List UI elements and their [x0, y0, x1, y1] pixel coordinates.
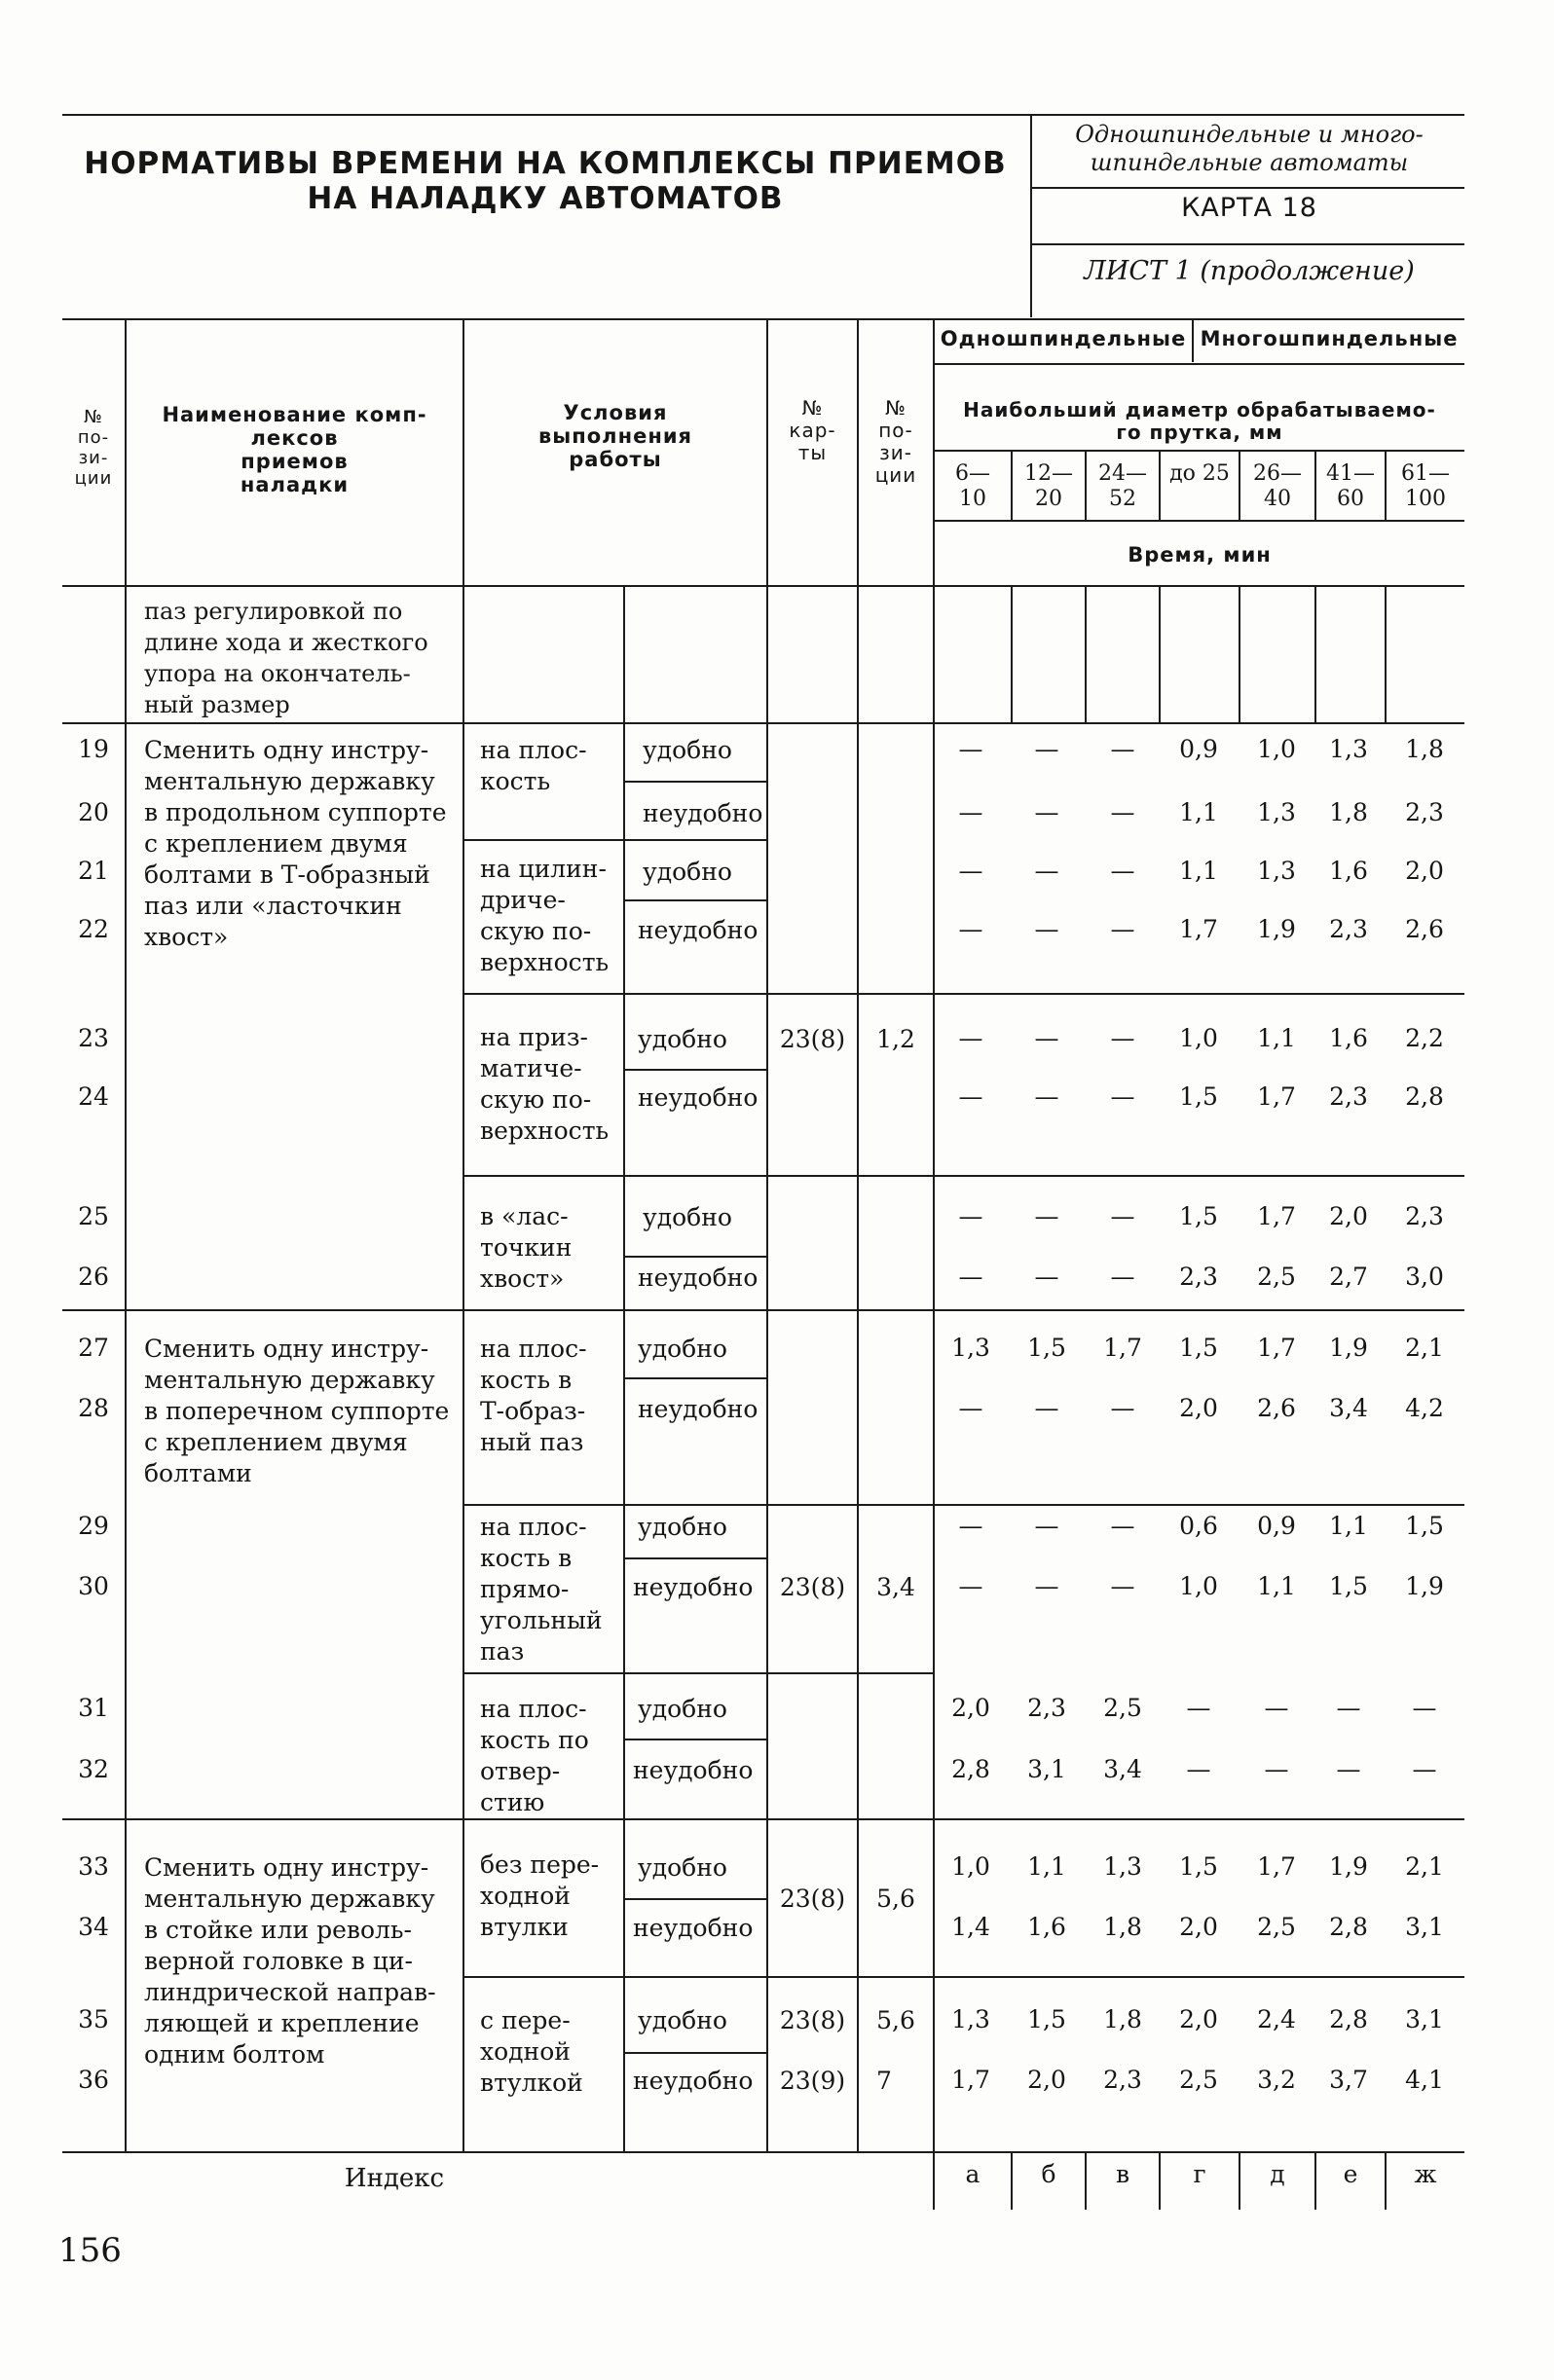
time-value: 1,8 [1405, 735, 1444, 763]
time-value: 2,5 [1257, 1913, 1296, 1941]
cond-inconvenient: неудобно [633, 1756, 754, 1784]
range-41-60: 41— 60 [1326, 461, 1375, 511]
header-max-diameter: Наибольший диаметр обрабатываемо- го прутка, мм [963, 398, 1436, 444]
cond-rule [625, 1557, 766, 1559]
cond-convenient: удобно [638, 1335, 727, 1363]
body-vline [125, 586, 127, 2151]
time-value: — [958, 1082, 983, 1111]
cond-rule [625, 899, 766, 901]
time-value: 1,5 [1179, 1334, 1218, 1362]
time-value: 1,5 [1179, 1852, 1218, 1881]
time-value: — [1034, 1394, 1059, 1422]
row-number: 19 [78, 735, 109, 763]
time-value: — [1110, 1512, 1135, 1540]
time-value: 1,5 [1179, 1082, 1218, 1111]
range-61-100: 61— 100 [1401, 461, 1450, 511]
time-value: 2,0 [1027, 2066, 1066, 2094]
time-value: — [958, 798, 983, 826]
time-value: — [1110, 915, 1135, 943]
time-value: 1,8 [1329, 798, 1368, 826]
cond-rule [625, 1069, 766, 1071]
time-value: — [958, 735, 983, 763]
time-value: — [958, 857, 983, 885]
time-value: 2,6 [1405, 915, 1444, 943]
time-value: — [1110, 1263, 1135, 1291]
subgroup-rule [464, 1672, 933, 1674]
time-value: — [1110, 1024, 1135, 1052]
time-value: 1,7 [1257, 1852, 1296, 1881]
card-number: КАРТА 18 [1181, 193, 1317, 223]
time-value: — [958, 1202, 983, 1230]
index-label: Индекс [344, 2164, 445, 2193]
row-number: 26 [78, 1263, 109, 1291]
time-value: — [1412, 1755, 1437, 1783]
time-value: 2,0 [951, 1694, 990, 1722]
time-value: 1,0 [1179, 1024, 1218, 1052]
group-rule [62, 722, 1464, 724]
time-value: 1,3 [1329, 735, 1368, 763]
header-name: Наименование комп- лексов приемов наладки [162, 403, 427, 496]
time-value: 2,0 [1405, 857, 1444, 885]
time-value: 2,8 [1329, 1913, 1368, 1941]
cond-inconvenient: неудобно [643, 799, 763, 827]
time-value: 3,1 [1405, 2005, 1444, 2033]
body-vline [1314, 586, 1316, 722]
cond-rule [625, 1898, 766, 1900]
range-up-to-25: до 25 [1169, 461, 1230, 486]
cond-convenient: удобно [638, 1695, 727, 1723]
time-value: — [1336, 1755, 1361, 1783]
sheet-label: ЛИСТ 1 (продолжение) [1084, 256, 1415, 286]
time-value: 2,3 [1405, 1202, 1444, 1230]
index-letter: е [1343, 2160, 1358, 2188]
time-value: — [1264, 1694, 1289, 1722]
cond-inconvenient: неудобно [638, 1395, 758, 1423]
time-value: 3,1 [1027, 1755, 1066, 1783]
card-ref: 23(8) [779, 1885, 846, 1913]
time-value: 3,2 [1257, 2066, 1296, 2094]
index-letter: д [1270, 2160, 1285, 2188]
index-letter: б [1041, 2160, 1056, 2188]
row-number: 20 [78, 798, 109, 826]
time-value: 3,4 [1329, 1394, 1368, 1422]
group2-name: Сменить одну инстру- ментальную державку в поперечном суппорте с креплением двумя болтами [144, 1335, 450, 1487]
header-conditions: Условия выполнения работы [537, 401, 693, 471]
index-letter: г [1193, 2160, 1206, 2188]
time-value: 1,5 [1179, 1202, 1218, 1230]
time-value: — [1110, 1082, 1135, 1111]
time-value: 1,9 [1257, 915, 1296, 943]
header-rule-1 [1032, 187, 1464, 189]
card-ref: 23(8) [779, 1025, 846, 1053]
surface-dovetail: в «лас- точкин хвост» [480, 1202, 573, 1293]
page-number: 156 [58, 2231, 122, 2270]
body-vline [933, 586, 935, 2210]
time-value: — [1034, 1082, 1059, 1111]
time-value: 1,3 [951, 2005, 990, 2033]
cond-rule [625, 1377, 766, 1379]
range-12-20: 12— 20 [1024, 461, 1073, 511]
subgroup-rule [464, 1175, 1464, 1177]
range-26-40: 26— 40 [1253, 461, 1302, 511]
time-value: 1,1 [1257, 1572, 1296, 1600]
time-value: 1,3 [1257, 798, 1296, 826]
time-value: — [958, 1024, 983, 1052]
time-value: 1,3 [1103, 1852, 1142, 1881]
group-rule [62, 1309, 1464, 1311]
time-value: — [958, 1263, 983, 1291]
cond-inconvenient: неудобно [638, 1263, 758, 1292]
time-value: — [1336, 1694, 1361, 1722]
subgroup-rule [464, 993, 1464, 995]
position-ref: 5,6 [876, 2006, 915, 2034]
row-number: 28 [78, 1394, 109, 1422]
time-value: 2,5 [1103, 1694, 1142, 1722]
time-value: 2,3 [1103, 2066, 1142, 2094]
surface-cylindrical: на цилин- дриче- скую по- верхность [480, 855, 610, 976]
row-number: 29 [78, 1512, 109, 1540]
row-number: 24 [78, 1082, 109, 1111]
header-single-spindle: Одношпиндельные [940, 327, 1187, 350]
time-value: 1,7 [1257, 1202, 1296, 1230]
cond-inconvenient: неудобно [633, 2067, 754, 2095]
time-value: 1,9 [1329, 1852, 1368, 1881]
top-rule [62, 114, 1464, 116]
time-value: 1,5 [1405, 1512, 1444, 1540]
row-number: 35 [78, 2005, 109, 2033]
table-bottom-rule [62, 2151, 1464, 2153]
time-value: — [1034, 798, 1059, 826]
time-value: 2,8 [1405, 1082, 1444, 1111]
time-value: 1,0 [1257, 735, 1296, 763]
time-value: 2,3 [1405, 798, 1444, 826]
cond-inconvenient: неудобно [638, 1083, 758, 1112]
time-value: 0,6 [1179, 1512, 1218, 1540]
subgroup-rule [464, 1504, 933, 1506]
time-value: — [1412, 1694, 1437, 1722]
position-ref: 3,4 [876, 1573, 915, 1601]
time-value: — [1110, 857, 1135, 885]
index-letter: ж [1414, 2160, 1437, 2188]
surface-rect-slot: на плос- кость в прямо- угольный паз [480, 1513, 603, 1666]
body-vline [462, 586, 464, 2151]
position-ref: 5,6 [876, 1885, 915, 1913]
time-value: 1,0 [1179, 1572, 1218, 1600]
surface-with-sleeve: с пере- ходной втулкой [480, 2006, 583, 2097]
time-value: 1,6 [1329, 857, 1368, 885]
cond-convenient: удобно [643, 1203, 732, 1231]
range-24-52: 24— 52 [1098, 461, 1147, 511]
time-value: 1,1 [1329, 1512, 1368, 1540]
cond-convenient: удобно [643, 858, 732, 886]
card-ref: 23(8) [779, 1573, 846, 1601]
time-value: — [1034, 1512, 1059, 1540]
time-value: — [1034, 1572, 1059, 1600]
time-value: — [1186, 1755, 1211, 1783]
time-value: 1,5 [1027, 2005, 1066, 2033]
time-value: — [1110, 798, 1135, 826]
cond-convenient: удобно [638, 2006, 727, 2034]
time-value: 2,3 [1027, 1694, 1066, 1722]
surface-hole: на плос- кость по отвер- стию [480, 1695, 589, 1816]
header-time: Время, мин [1128, 543, 1272, 567]
time-value: — [1110, 1202, 1135, 1230]
row-number: 36 [78, 2066, 109, 2094]
time-value: 1,6 [1027, 1913, 1066, 1941]
subgroup-rule [935, 1976, 1464, 1978]
time-value: 4,1 [1405, 2066, 1444, 2094]
time-value: 2,2 [1405, 1024, 1444, 1052]
time-value: 1,3 [1257, 857, 1296, 885]
time-value: — [1034, 735, 1059, 763]
time-value: — [1034, 857, 1059, 885]
cond-convenient: удобно [638, 1025, 727, 1053]
time-value: 1,1 [1257, 1024, 1296, 1052]
time-value: 1,1 [1027, 1852, 1066, 1881]
header-position-no: № по- зи- ции [74, 407, 113, 489]
cond-rule [625, 1256, 766, 1258]
cond-inconvenient: неудобно [633, 1573, 754, 1601]
time-value: 1,9 [1329, 1334, 1368, 1362]
continuation-text: паз регулировкой по длине хода и жесткого упора на окончатель- ный размер [144, 598, 428, 718]
time-value: 3,7 [1329, 2066, 1368, 2094]
time-value: 2,3 [1329, 915, 1368, 943]
time-value: — [1034, 1202, 1059, 1230]
row-number: 27 [78, 1334, 109, 1362]
time-value: 0,9 [1257, 1512, 1296, 1540]
group1-name: Сменить одну инстру- ментальную державку в продольном суппорте с креплением двумя болтами в Т-образный паз или «ласточкин хвост» [144, 736, 447, 951]
time-value: 1,9 [1405, 1572, 1444, 1600]
cond-convenient: удобно [638, 1513, 727, 1541]
index-letter: а [965, 2160, 980, 2188]
time-value: 1,0 [951, 1852, 990, 1881]
body-vline [623, 586, 625, 2151]
time-value: 1,3 [951, 1334, 990, 1362]
time-value: 1,7 [1257, 1334, 1296, 1362]
time-value: 4,2 [1405, 1394, 1444, 1422]
time-value: 1,7 [1179, 915, 1218, 943]
header-divider [1030, 115, 1032, 317]
subgroup-rule [935, 1504, 1464, 1506]
index-letter: в [1115, 2160, 1130, 2188]
card-ref: 23(8) [779, 2006, 846, 2034]
row-number: 32 [78, 1755, 109, 1783]
time-value: — [1034, 1263, 1059, 1291]
time-value: 1,8 [1103, 1913, 1142, 1941]
row-number: 21 [78, 857, 109, 885]
cond-inconvenient: неудобно [633, 1914, 754, 1942]
body-vline [1085, 586, 1087, 722]
cond-inconvenient: неудобно [638, 916, 758, 944]
header-card-no: № кар- ты [789, 396, 836, 464]
time-value: 2,4 [1257, 2005, 1296, 2033]
surface-no-sleeve: без пере- ходной втулки [480, 1850, 600, 1941]
time-value: 2,1 [1405, 1334, 1444, 1362]
subgroup-rule [464, 839, 766, 841]
subgroup-rule [464, 1976, 933, 1978]
header-multi-spindle: Многошпиндельные [1200, 327, 1459, 350]
group-rule [62, 1818, 1464, 1820]
cond-rule [625, 2052, 766, 2054]
time-value: 2,8 [1329, 2005, 1368, 2033]
machine-type: Одношпиндельные и много- шпиндельные автоматы [1075, 121, 1424, 176]
time-value: — [1186, 1694, 1211, 1722]
time-value: — [1034, 915, 1059, 943]
head-rule [935, 363, 1464, 365]
cond-convenient: удобно [643, 736, 732, 764]
time-value: 2,3 [1179, 1263, 1218, 1291]
head-bottom-rule [62, 585, 1464, 587]
surface-flat: на плос- кость [480, 736, 587, 795]
time-value: — [958, 1572, 983, 1600]
time-value: 1,1 [1179, 798, 1218, 826]
time-value: 2,0 [1179, 1913, 1218, 1941]
time-value: 2,1 [1405, 1852, 1444, 1881]
body-vline [1011, 586, 1013, 722]
page-title: НОРМАТИВЫ ВРЕМЕНИ НА КОМПЛЕКСЫ ПРИЕМОВ НА НАЛАДКУ АВТОМАТОВ [84, 146, 1007, 216]
time-value: 3,1 [1405, 1913, 1444, 1941]
time-value: 2,5 [1257, 1263, 1296, 1291]
time-value: 2,3 [1329, 1082, 1368, 1111]
time-value: — [958, 1394, 983, 1422]
surface-prismatic: на приз- матиче- скую по- верхность [480, 1023, 610, 1145]
time-value: 0,9 [1179, 735, 1218, 763]
header-position-no-2: № по- зи- ции [874, 396, 917, 487]
card-ref: 23(9) [779, 2067, 846, 2095]
table-top-rule [62, 318, 1464, 320]
surface-t-slot: на плос- кость в Т-образ- ный паз [480, 1335, 587, 1456]
time-value: 3,4 [1103, 1755, 1142, 1783]
time-value: — [1264, 1755, 1289, 1783]
time-value: 1,5 [1329, 1572, 1368, 1600]
time-value: 1,4 [951, 1913, 990, 1941]
time-value: 2,0 [1179, 2005, 1218, 2033]
row-number: 30 [78, 1572, 109, 1600]
time-value: — [1034, 1024, 1059, 1052]
body-vline [766, 586, 768, 2151]
position-ref: 7 [876, 2067, 892, 2095]
cond-convenient: удобно [638, 1853, 727, 1882]
body-vline [1239, 586, 1240, 722]
body-vline [1385, 586, 1387, 722]
time-value: 3,0 [1405, 1263, 1444, 1291]
header-rule-2 [1032, 243, 1464, 245]
time-value: 1,7 [1103, 1334, 1142, 1362]
position-ref: 1,2 [876, 1025, 915, 1053]
time-value: 2,8 [951, 1755, 990, 1783]
time-value: 2,6 [1257, 1394, 1296, 1422]
row-number: 31 [78, 1694, 109, 1722]
time-value: — [1110, 1394, 1135, 1422]
time-value: 1,1 [1179, 857, 1218, 885]
body-vline [857, 586, 859, 2151]
time-value: 1,7 [1257, 1082, 1296, 1111]
time-value: 1,7 [951, 2066, 990, 2094]
time-value: — [1110, 1572, 1135, 1600]
row-number: 34 [78, 1913, 109, 1941]
time-value: — [1110, 735, 1135, 763]
row-number: 25 [78, 1202, 109, 1230]
time-value: 2,0 [1329, 1202, 1368, 1230]
time-value: 1,5 [1027, 1334, 1066, 1362]
time-value: — [958, 1512, 983, 1540]
cond-rule [625, 1739, 766, 1740]
group3-name: Сменить одну инстру- ментальную державку в стойке или револь- верной головке в ци- линдрической направ- ляющей и крепление одним болтом [144, 1853, 436, 2069]
cond-rule [625, 781, 766, 783]
row-number: 23 [78, 1024, 109, 1052]
range-6-10: 6— 10 [955, 461, 990, 511]
time-value: 1,6 [1329, 1024, 1368, 1052]
time-value: 2,5 [1179, 2066, 1218, 2094]
time-value: — [958, 915, 983, 943]
row-number: 33 [78, 1852, 109, 1881]
body-vline [1159, 586, 1161, 722]
time-value: 2,0 [1179, 1394, 1218, 1422]
time-value: 2,7 [1329, 1263, 1368, 1291]
row-number: 22 [78, 915, 109, 943]
time-value: 1,8 [1103, 2005, 1142, 2033]
